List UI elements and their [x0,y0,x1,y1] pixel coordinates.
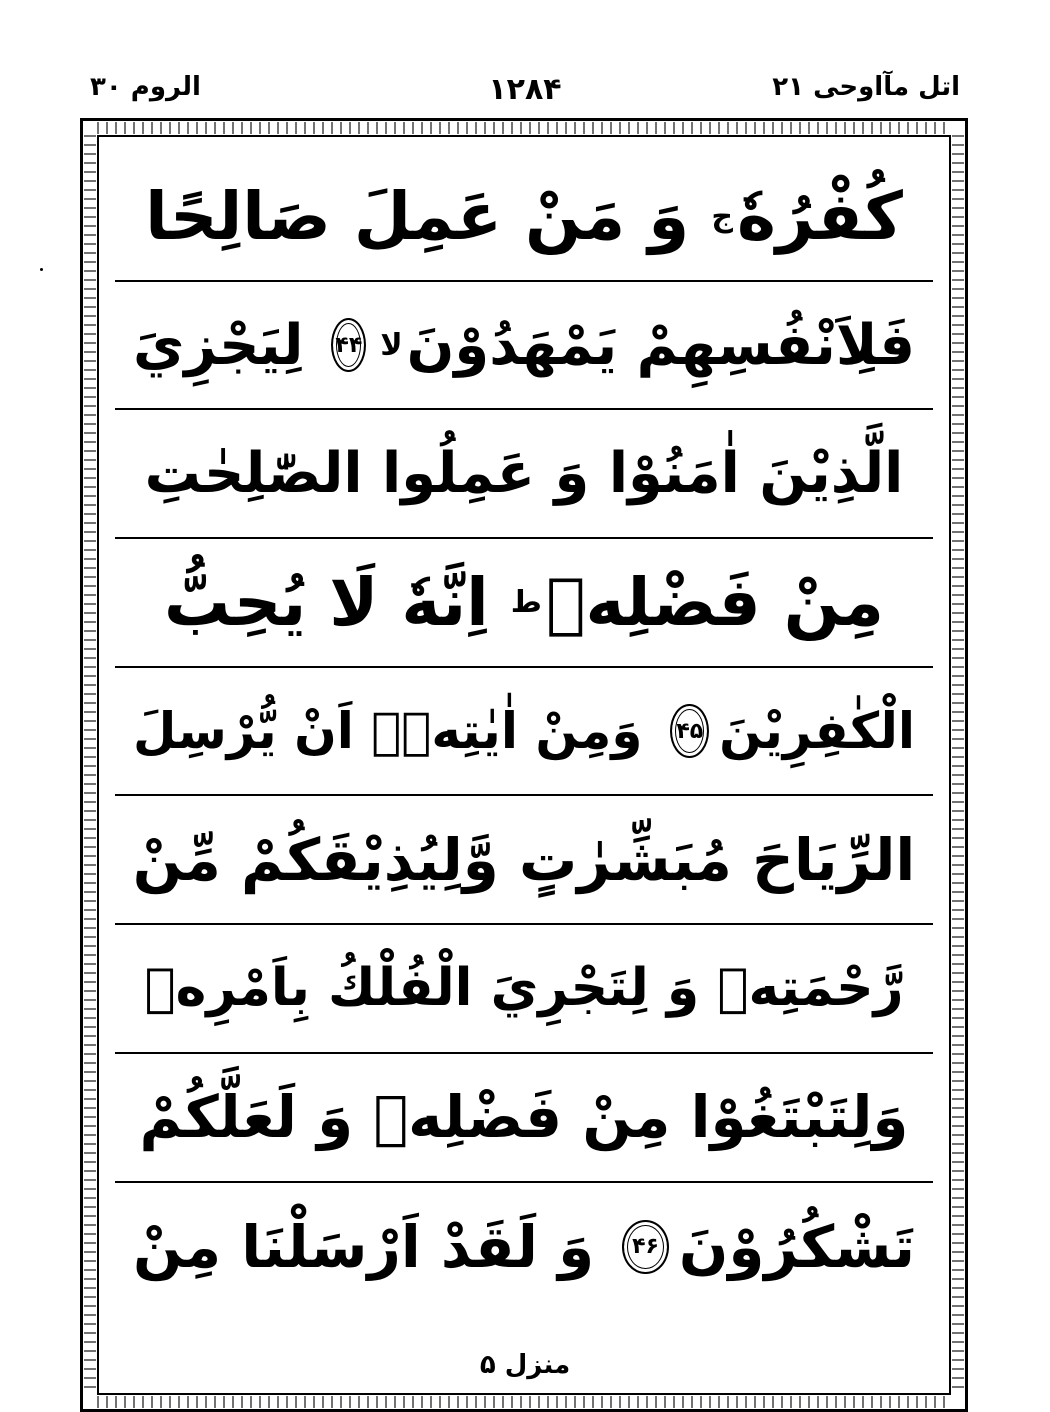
waqf-mark: ط [510,584,542,620]
verse-text: لِيَجْزِيَ [133,312,304,378]
border-ornament-top [97,122,951,134]
verse-line [115,925,933,1054]
border-ornament-bottom [97,1396,951,1408]
verse-text: اِنَّهٗ لَا يُحِبُّ [164,563,489,641]
verse-text: تَشْكُرُوْنَ [678,1212,915,1281]
verse-text: وَلِتَبْتَغُوْا مِنْ فَضْلِهٖ وَ لَعَلَّكُمْ [139,1083,909,1152]
page-speck [40,268,43,271]
verse-text: فَلِاَنْفُسِهِمْ يَمْهَدُوْنَ [406,312,915,378]
surah-label: الروم ۳۰ [90,72,201,102]
verse-line [115,796,933,925]
manzil-label: منزل ۵ [479,1350,571,1380]
verse-text: الرِّيَاحَ مُبَشِّرٰتٍ وَّلِيُذِيْقَكُمْ مِّنْ [132,825,916,894]
verse-text: وَ مَنْ عَمِلَ صَالِحًا [145,177,690,255]
verse-line [115,410,933,539]
verse-line [115,668,933,797]
verse-line [115,282,933,411]
verse-text: الَّذِيْنَ اٰمَنُوْا وَ عَمِلُوا الصّٰلِحٰتِ [144,441,904,507]
page-frame [80,118,968,1412]
verse-text: وَ لَقَدْ اَرْسَلْنَا مِنْ [133,1212,595,1281]
border-ornament-right [952,135,964,1395]
border-ornament-left [84,135,96,1395]
page-number: ۱۲۸۴ [488,72,562,107]
verse-text: رَّحْمَتِهٖ وَ لِتَجْرِيَ الْفُلْكُ بِاَمْرِهٖ [144,958,904,1019]
ayah-number-marker: ۴۵ [670,704,709,758]
verse-text: وَمِنْ اٰيٰتِهٖۤ اَنْ يُّرْسِلَ [133,702,643,761]
verse-line [115,539,933,668]
page-header [80,72,970,112]
verse-line [115,1183,933,1312]
juz-label: اتل مآاوحی ۲۱ [772,72,960,102]
text-area [97,135,951,1395]
verse-text: الْكٰفِرِيْنَ [719,702,915,761]
ayah-number-marker: ۴۴ [331,318,366,372]
text-lines [115,153,933,1377]
waqf-mark: لا [380,327,403,363]
verse-line [115,1054,933,1183]
verse-line [115,153,933,282]
verse-text: كُفْرُهٗ [736,177,903,255]
ayah-number-marker: ۴۶ [622,1220,669,1274]
verse-text: مِنْ فَضْلِهٖ [545,563,884,641]
waqf-mark: ج [711,198,733,234]
